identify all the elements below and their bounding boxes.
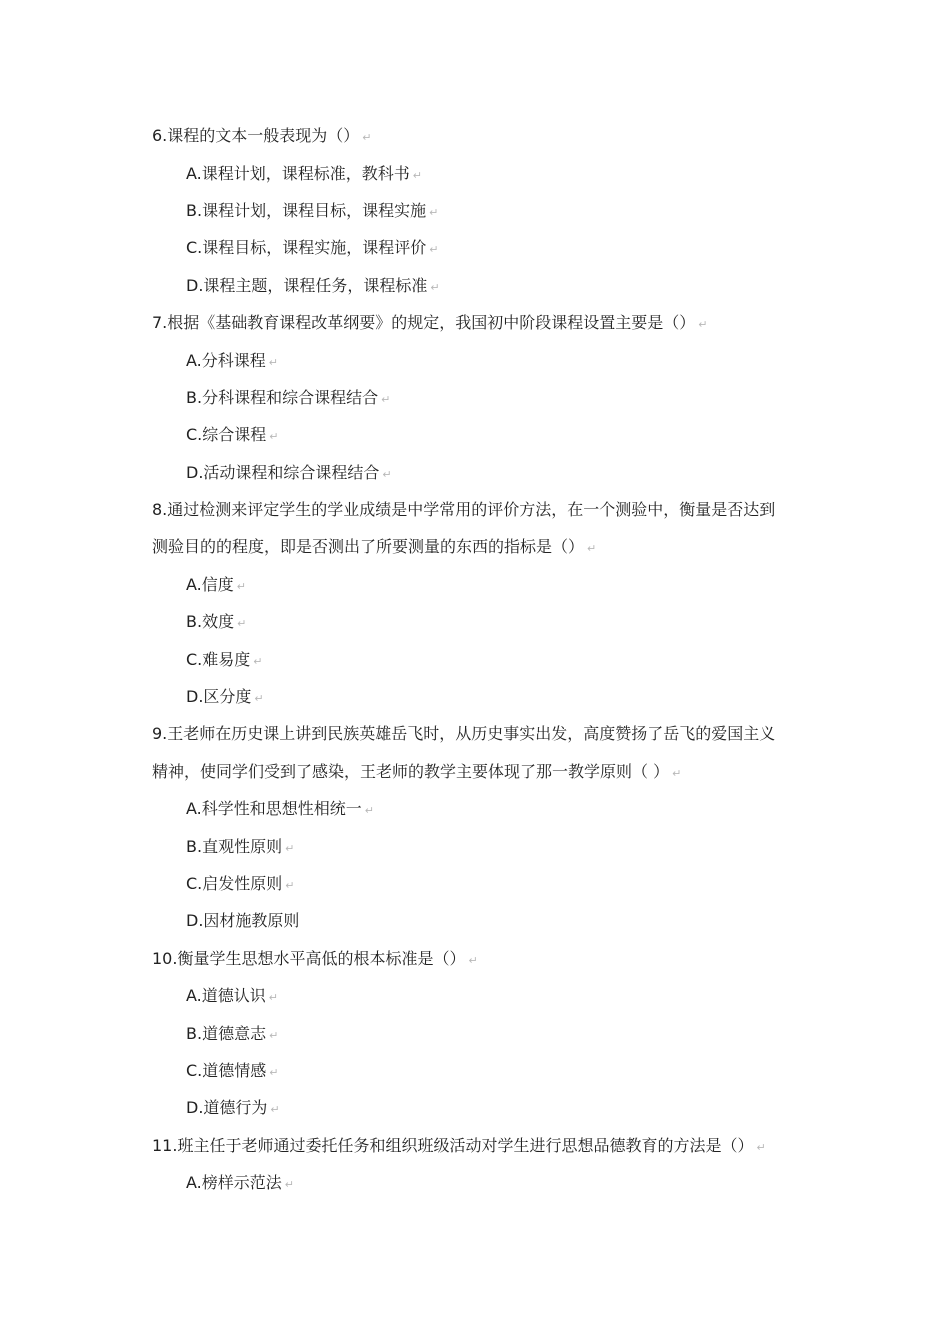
paragraph-mark-icon: ↵	[430, 281, 440, 294]
question-8-stem-line-1: 8.通过检测来评定学生的学业成绩是中学常用的评价方法，在一个测验中，衡量是否达到	[152, 500, 776, 519]
question-8-stem-line-2: 测验目的的程度，即是否测出了所要测量的东西的指标是（） ↵	[152, 537, 597, 556]
paragraph-mark-icon: ↵	[587, 542, 597, 555]
paragraph-mark-icon: ↵	[253, 655, 263, 668]
question-8-option-d: D.区分度 ↵	[186, 687, 264, 706]
question-10-option-b: B.道德意志 ↵	[186, 1024, 279, 1043]
paragraph-mark-icon: ↵	[269, 1029, 279, 1042]
question-9-option-d: D.因材施教原则	[186, 911, 300, 930]
paragraph-mark-icon: ↵	[364, 804, 374, 817]
paragraph-mark-icon: ↵	[285, 842, 295, 855]
question-6-option-a: A.课程计划，课程标准，教科书 ↵	[186, 164, 422, 183]
paragraph-mark-icon: ↵	[362, 131, 372, 144]
question-9-option-a: A.科学性和思想性相统一 ↵	[186, 799, 374, 818]
paragraph-mark-icon: ↵	[269, 430, 279, 443]
question-10-option-c: C.道德情感 ↵	[186, 1061, 279, 1080]
question-9-option-c: C.启发性原则 ↵	[186, 874, 295, 893]
question-7-stem: 7.根据《基础教育课程改革纲要》的规定，我国初中阶段课程设置主要是（） ↵	[152, 313, 708, 332]
paragraph-mark-icon: ↵	[698, 318, 708, 331]
paragraph-mark-icon: ↵	[268, 356, 278, 369]
paragraph-mark-icon: ↵	[284, 1178, 294, 1191]
question-7-option-b: B.分科课程和综合课程结合 ↵	[186, 388, 391, 407]
question-7-option-d: D.活动课程和综合课程结合 ↵	[186, 463, 392, 482]
question-9-stem-line-2: 精神，使同学们受到了感染，王老师的教学主要体现了那一教学原则（ ） ↵	[152, 762, 682, 781]
question-7-option-c: C.综合课程 ↵	[186, 425, 279, 444]
question-9-option-b: B.直观性原则 ↵	[186, 837, 295, 856]
question-9-stem-line-1: 9.王老师在历史课上讲到民族英雄岳飞时，从历史事实出发，高度赞扬了岳飞的爱国主义	[152, 724, 776, 743]
paragraph-mark-icon: ↵	[381, 393, 391, 406]
paragraph-mark-icon: ↵	[429, 243, 439, 256]
paragraph-mark-icon: ↵	[382, 468, 392, 481]
paragraph-mark-icon: ↵	[672, 767, 682, 780]
question-8-option-b: B.效度 ↵	[186, 612, 247, 631]
paragraph-mark-icon: ↵	[412, 169, 422, 182]
paragraph-mark-icon: ↵	[756, 1141, 766, 1154]
question-8-option-c: C.难易度 ↵	[186, 650, 263, 669]
question-10-stem: 10.衡量学生思想水平高低的根本标准是（） ↵	[152, 949, 478, 968]
paragraph-mark-icon: ↵	[237, 617, 247, 630]
question-8-option-a: A.信度 ↵	[186, 575, 246, 594]
question-10-option-d: D.道德行为 ↵	[186, 1098, 280, 1117]
paragraph-mark-icon: ↵	[270, 1103, 280, 1116]
question-7-option-a: A.分科课程 ↵	[186, 351, 278, 370]
paragraph-mark-icon: ↵	[285, 879, 295, 892]
question-11-stem: 11.班主任于老师通过委托任务和组织班级活动对学生进行思想品德教育的方法是（） ↵	[152, 1136, 766, 1155]
paragraph-mark-icon: ↵	[429, 206, 439, 219]
paragraph-mark-icon: ↵	[254, 692, 264, 705]
question-6-option-b: B.课程计划，课程目标，课程实施 ↵	[186, 201, 439, 220]
question-6-stem: 6.课程的文本一般表现为（） ↵	[152, 126, 372, 145]
question-6-option-c: C.课程目标，课程实施，课程评价 ↵	[186, 238, 439, 257]
paragraph-mark-icon: ↵	[236, 580, 246, 593]
paragraph-mark-icon: ↵	[468, 954, 478, 967]
question-10-option-a: A.道德认识 ↵	[186, 986, 278, 1005]
question-6-option-d: D.课程主题，课程任务，课程标准 ↵	[186, 276, 440, 295]
question-11-option-a: A.榜样示范法 ↵	[186, 1173, 294, 1192]
paragraph-mark-icon: ↵	[268, 991, 278, 1004]
paragraph-mark-icon: ↵	[269, 1066, 279, 1079]
